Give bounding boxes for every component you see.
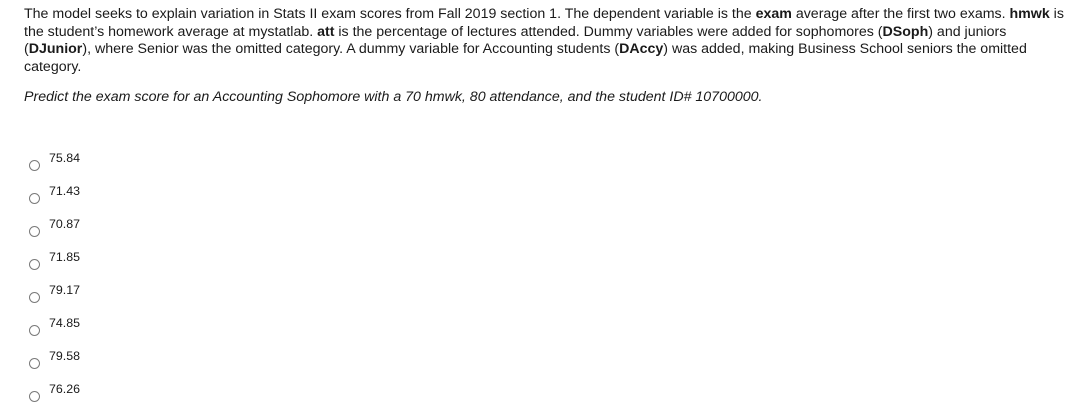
radio-button[interactable]: [29, 325, 40, 336]
description-text: ), where Senior was the omitted category. A dummy variable for Accounting students (: [82, 41, 620, 58]
answer-option[interactable]: [0, 315, 300, 348]
term-dsoph: DSoph: [882, 23, 929, 40]
radio-button[interactable]: [29, 292, 40, 303]
option-label: 74.85: [49, 316, 81, 330]
answer-option[interactable]: [0, 183, 300, 216]
question-text: Predict the exam score for an Accounting Sophomore with a 70 hmwk, 80 attendance, and the student ID# 10700000.: [24, 89, 763, 105]
option-label: 79.17: [49, 283, 81, 297]
radio-button[interactable]: [29, 358, 40, 369]
description-text: The model seeks to explain variation in Stats II exam scores from Fall 2019 section 1. The dependent variable is the: [24, 6, 756, 22]
answer-option[interactable]: [0, 381, 300, 414]
radio-button[interactable]: [29, 160, 40, 171]
answer-option[interactable]: [0, 282, 300, 315]
term-daccy: DAccy: [619, 41, 664, 58]
option-label: 71.85: [49, 250, 81, 264]
option-label: 76.26: [49, 382, 81, 396]
answer-option[interactable]: [0, 150, 300, 183]
answer-option[interactable]: [0, 216, 300, 249]
description-text: ) was added, making Business School seniors the omitted category.: [24, 41, 1027, 75]
term-djunior: DJunior: [28, 41, 83, 58]
term-hmwk: hmwk: [1009, 6, 1050, 22]
option-label: 71.43: [49, 184, 81, 198]
term-exam: exam: [755, 6, 792, 22]
radio-button[interactable]: [29, 226, 40, 237]
option-label: 70.87: [49, 217, 81, 231]
answer-option[interactable]: [0, 249, 300, 282]
radio-button[interactable]: [29, 193, 40, 204]
description-text: ) and juniors (: [24, 23, 1007, 58]
option-label: 75.84: [49, 151, 81, 165]
description-text: average after the first two exams.: [791, 6, 1010, 22]
radio-button[interactable]: [29, 259, 40, 270]
answer-option[interactable]: [0, 348, 300, 381]
term-att: att: [317, 23, 335, 40]
radio-button[interactable]: [29, 391, 40, 402]
description-text: is the percentage of lectures attended. Dummy variables were added for sophomores (: [334, 23, 883, 40]
option-label: 79.58: [49, 349, 81, 363]
description-text: is the student’s homework average at mystatlab.: [24, 6, 1064, 40]
